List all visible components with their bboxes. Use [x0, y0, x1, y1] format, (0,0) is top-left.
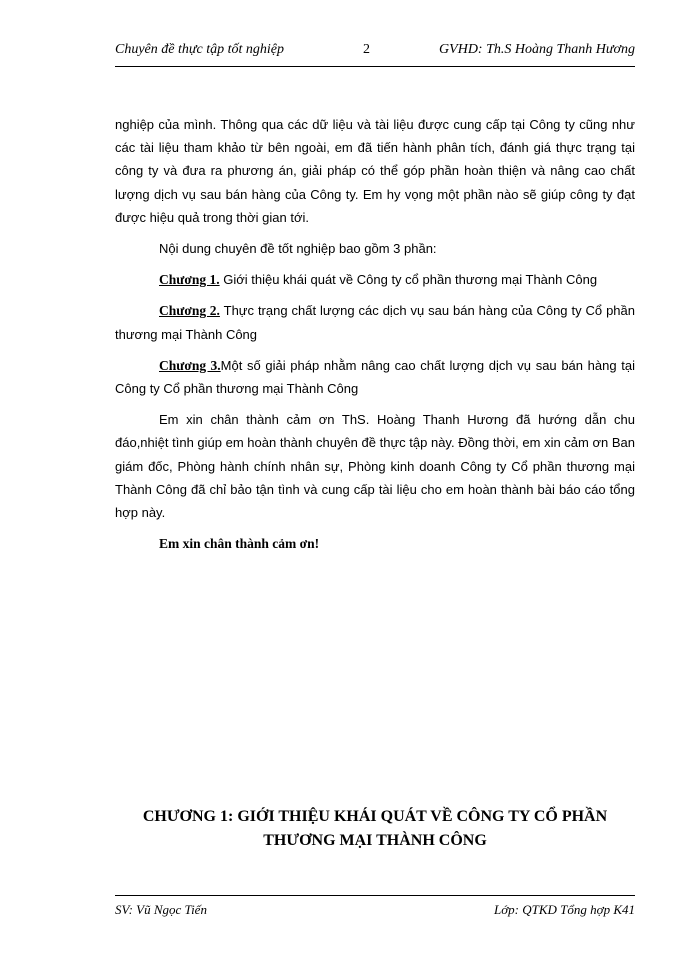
header-rule	[115, 66, 635, 67]
header-title: Chuyên đề thực tập tốt nghiệp	[115, 42, 284, 57]
chapter-item-2	[115, 299, 635, 345]
chapter-heading-line-2: THƯƠNG MẠI THÀNH CÔNG	[263, 832, 487, 849]
paragraph-intro: nghiệp của mình. Thông qua các dữ liệu và tài liệu được cung cấp tại Công ty cũng như các tài liệu tham khảo từ bên ngoài, em đã tiến hành phân tích, đánh giá thực trạng tại công ty và đưa ra phương án, giải pháp có thể góp phần hoàn thiện và nâng cao chất lượng dịch vụ sau bán hàng của Công ty. Em hy vọng một phần nào sẽ giúp công ty đạt được hiệu quả trong thời gian tới.	[115, 117, 635, 225]
footer-rule	[115, 895, 635, 896]
thanks-line: Em xin chân thành cảm ơn!	[159, 536, 320, 552]
footer-student: SV: Vũ Ngọc Tiến	[115, 902, 207, 917]
chapter-item-2-text: Thực trạng chất lượng các dịch vụ sau bán hàng của Công ty Cổ phần thương mại Thành Công	[115, 303, 635, 342]
chapter-item-3	[115, 354, 635, 400]
body-text	[115, 113, 635, 563]
chapter-item-1-label: Chương 1.	[159, 272, 220, 288]
chapter-item-3-text: Một số giải pháp nhằm nâng cao chất lượng dịch vụ sau bán hàng tại Công ty Cổ phần thương mại Thành Công	[115, 357, 636, 397]
paragraph-acknowledgement: Em xin chân thành cảm ơn ThS. Hoàng Thanh Hương đã hướng dẫn chu đáo,nhiệt tình giúp em hoàn thành chuyên đề thực tập này. Đồng thời, em xin cảm ơn Ban giám đốc, Phòng hành chính nhân sự, Phòng kinh doanh Công ty Cổ phần thương mại Thành Công đã chỉ bảo tận tình và cung cấp tài liệu cho em hoàn thành bài báo cáo tổng hợp này.	[115, 412, 635, 521]
header-page-number: 2	[363, 42, 370, 57]
header-advisor: GVHD: Th.S Hoàng Thanh Hương	[439, 42, 635, 57]
chapter-item-3-label: Chương 3.	[159, 357, 221, 373]
paragraph-contents: Nội dung chuyên đề tốt nghiệp bao gồm 3 phần:	[159, 241, 437, 257]
chapter-item-1	[115, 268, 635, 291]
page-footer	[115, 900, 635, 920]
chapter-item-2-label: Chương 2.	[159, 303, 220, 319]
chapter-heading-line-1: CHƯƠNG 1: GIỚI THIỆU KHÁI QUÁT VỀ CÔNG TY CỔ PHẦN	[142, 808, 608, 825]
chapter-item-1-text: Giới thiệu khái quát về Công ty cổ phần thương mại Thành Công	[219, 272, 598, 288]
page-header	[115, 40, 635, 62]
chapter-heading	[100, 805, 650, 853]
footer-class: Lớp: QTKD Tổng hợp K41	[493, 902, 635, 917]
